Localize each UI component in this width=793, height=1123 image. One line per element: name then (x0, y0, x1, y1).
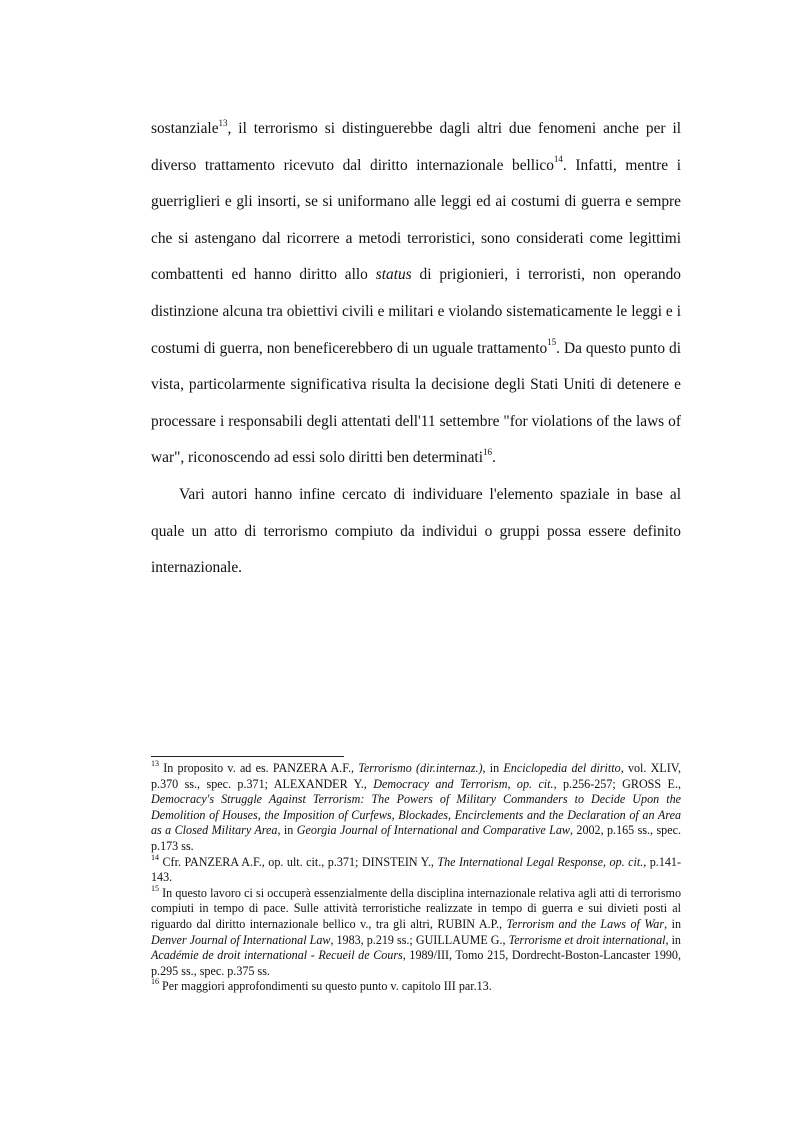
footnote-ref-14[interactable]: 14 (553, 154, 563, 165)
main-text (151, 111, 681, 587)
footnote-number: 13 (151, 758, 159, 768)
footnote-14: $^{14}$ Cfr. PANZERA A.F., op. ult. cit., p.371; DINSTEIN Y., The International Legal Response, op. cit., p.141-143. (151, 852, 681, 885)
footnote-number: 14 (151, 852, 159, 862)
footnote-ref-15[interactable]: 15 (547, 337, 557, 348)
footnotes (151, 758, 681, 995)
footnote-13: $^{13}$ In proposito v. ad es. PANZERA A.F., Terrorismo (dir.internaz.), in Enciclopedia del diritto, vol. XLIV, p.370 ss., spec. p.371; ALEXANDER Y., Democracy and Terrorism, op. cit., p.256-257; GROSS E., Democracy's Struggle Against Terrorism: The Powers of Military Commanders to Decide Upon the Demolition of Houses, the Imposition of Curfews, Blockades, Encirclements and the Declaration of an Area as a Closed Military Area, in Georgia Journal of International and Comparative Law, 2002, p.165 ss., spec. p.173 ss. (151, 758, 681, 853)
footnote-16: $^{16}$ Per maggiori approfondimenti su questo punto v. capitolo III par.13. (151, 977, 492, 994)
footnote-separator (151, 756, 344, 757)
status-term: status (375, 266, 412, 284)
footnote-ref-16[interactable]: 16 (482, 447, 492, 458)
footnote-ref-13[interactable]: 13 (218, 117, 228, 128)
paragraph-2: Vari autori hanno infine cercato di individuare l'elemento spaziale in base al quale un atto di terrorismo compiuto da individui o gruppi possa essere definito internazionale. (151, 485, 681, 577)
footnote-number: 16 (151, 977, 159, 987)
footnote-15: $^{15}$ In questo lavoro ci si occuperà essenzialmente della disciplina internazionale relativa agli atti di terrorismo compiuti in tempo di pace. Sulle attività terroristiche realizzate in tempo di guerra e sui divieti posti al riguardo dal diritto internazionale bellico v., tra gli altri, RUBIN A.P., Terrorism and the Laws of War, in Denver Journal of International Law, 1983, p.219 ss.; GUILLAUME G., Terrorisme et droit international, in Académie de droit international - Recueil de Cours, 1989/III, Tomo 215, Dordrecht-Boston-Lancaster 1990, p.295 ss., spec. p.375 ss. (151, 883, 681, 978)
paragraph-1: sostanziale$^{13}$, il terrorismo si distinguerebbe dagli altri due fenomeni anche per il diverso trattamento ricevuto dal diritto internazionale bellico$^{14}$. Infatti, mentre i guerriglieri e gli insorti, se si uniformano alle leggi ed ai costumi di guerra e sempre che si astengano dal ricorrere a metodi terroristici, sono considerati come legittimi combattenti ed hanno diritto allo status di prigionieri, i terroristi, non operando distinzione alcuna tra obiettivi civili e militari e violando sistematicamente le leggi e i costumi di guerra, non beneficerebbero di un uguale trattamento$^{15}$. Da questo punto di vista, particolarmente significativa risulta la decisione degli Stati Uniti di detenere e processare i responsabili degli attentati dell'11 settembre "for violations of the laws of war", riconoscendo ad essi solo diritti ben determinati$^{16}$. (151, 117, 681, 467)
footnote-number: 15 (151, 883, 159, 893)
